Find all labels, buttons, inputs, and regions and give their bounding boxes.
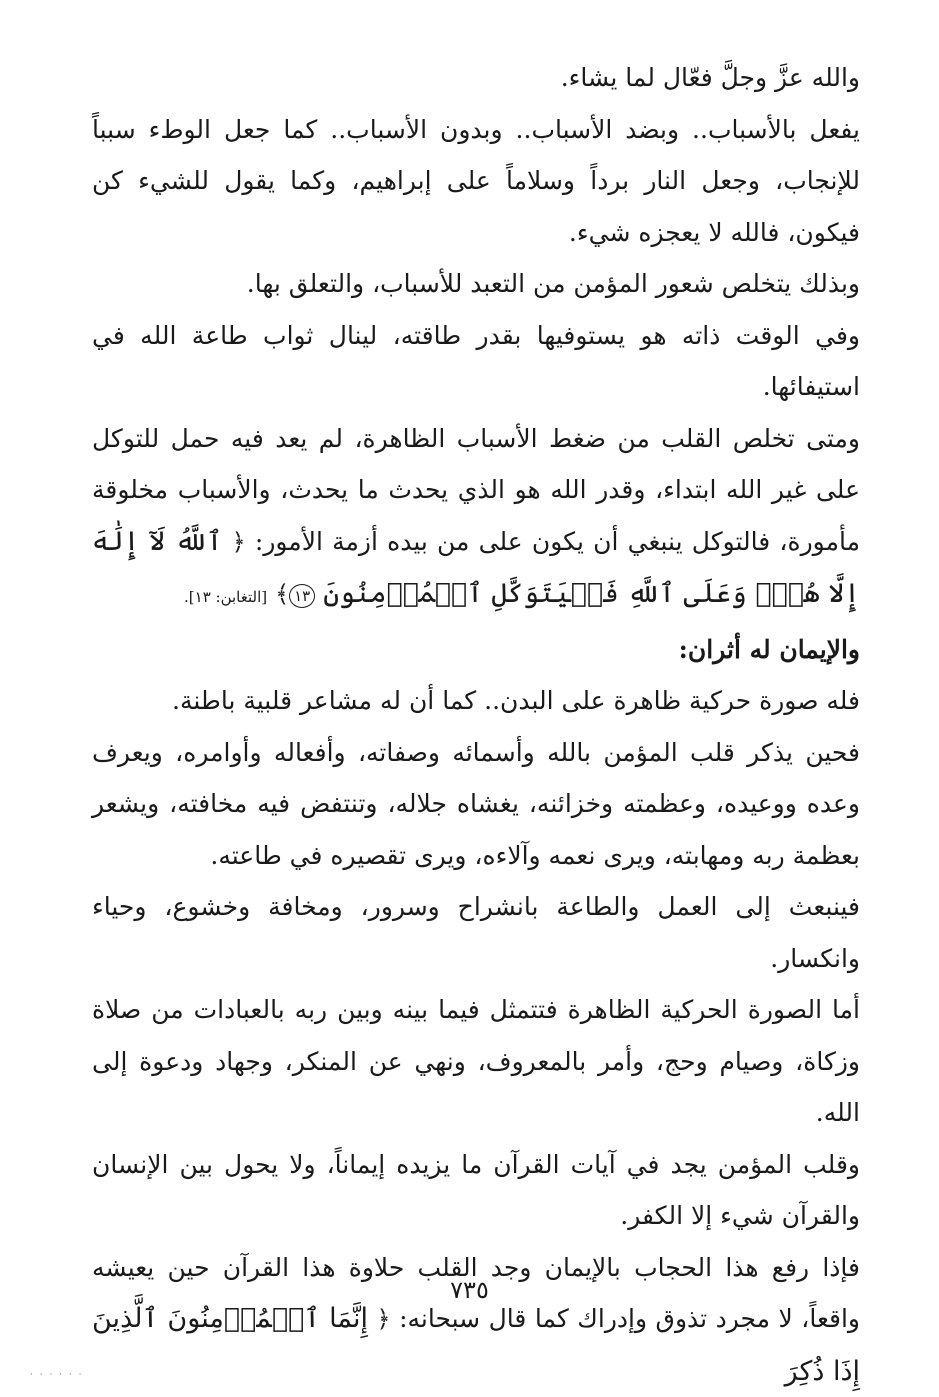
paragraph: والله عزَّ وجلَّ فعّال لما يشاء. bbox=[92, 52, 860, 104]
paragraph: وقلب المؤمن يجد في آيات القرآن ما يزيده إيماناً، ولا يحول بين الإنسان والقرآن شيء إلا الكفر. bbox=[92, 1139, 860, 1242]
quran-verse: ٱللَّهُ لَآ إِلَٰهَ إِلَّا هُوَۚ وَعَلَى ٱللَّهِ فَلۡيَتَوَكَّلِ ٱلۡمُؤۡمِنُونَ bbox=[92, 526, 860, 610]
paragraph-text: فإذا رفع هذا الحجاب بالإيمان وجد القلب حلاوة هذا القرآن حين يعيشه واقعاً، لا مجرد تذوق وإدراك كما قال سبحانه: bbox=[92, 1253, 860, 1334]
quran-reference: [التغابن: ١٣]. bbox=[184, 588, 267, 606]
paragraph: فله صورة حركية ظاهرة على البدن.. كما أن له مشاعر قلبية باطنة. bbox=[92, 675, 860, 727]
page-body bbox=[92, 52, 860, 1397]
paragraph: يفعل بالأسباب.. وبضد الأسباب.. وبدون الأسباب.. كما جعل الوطء سبباً للإنجاب، وجعل النار برداً وسلاماً على إبراهيم، وكما يقول للشيء كن فيكون، فالله لا يعجزه شيء. bbox=[92, 104, 860, 259]
quran-close-bracket: ﴾ bbox=[275, 580, 289, 608]
paragraph: وبذلك يتخلص شعور المؤمن من التعبد للأسباب، والتعلق بها. bbox=[92, 258, 860, 310]
quran-verse: إِنَّمَا ٱلۡمُؤۡمِنُونَ ٱلَّذِينَ إِذَا ذُكِرَ bbox=[92, 1303, 860, 1387]
verse-number-marker: ١٣ bbox=[289, 584, 315, 608]
paragraph-text: ومتى تخلص القلب من ضغط الأسباب الظاهرة، لم يعد فيه حمل للتوكل على غير الله ابتداء، وقدر الله هو الذي يحدث ما يحدث، والأسباب مخلوقة مأمورة، فالتوكل ينبغي أن يكون على من بيده أزمة الأمور: bbox=[92, 424, 860, 556]
page-number: ٧٣٥ bbox=[0, 1276, 939, 1304]
paragraph-with-quran-quote bbox=[92, 1242, 860, 1397]
scan-speck-marks: · · · · · · bbox=[30, 1370, 83, 1380]
section-heading: والإيمان له أثران: bbox=[92, 624, 860, 676]
paragraph: فينبعث إلى العمل والطاعة بانشراح وسرور، ومخافة وخشوع، وحياء وانكسار. bbox=[92, 881, 860, 984]
paragraph: وفي الوقت ذاته هو يستوفيها بقدر طاقته، لينال ثواب طاعة الله في استيفائها. bbox=[92, 310, 860, 413]
paragraph: أما الصورة الحركية الظاهرة فتتمثل فيما بينه وبين ربه بالعبادات من صلاة وزكاة، وصيام وحج، وأمر بالمعروف، ونهي عن المنكر، وجهاد ودعوة إلى الله. bbox=[92, 984, 860, 1139]
paragraph: فحين يذكر قلب المؤمن بالله وأسمائه وصفاته، وأفعاله وأوامره، ويعرف وعده ووعيده، وعظمته وخزائنه، يغشاه جلاله، وتنتفض فيه مخافته، ويشعر بعظمة ربه ومهابته، ويرى نعمه وآلاءه، ويرى تقصيره في طاعته. bbox=[92, 727, 860, 882]
quran-open-bracket: ﴿ bbox=[232, 528, 246, 556]
quran-open-bracket: ﴿ bbox=[377, 1305, 391, 1333]
paragraph-with-quran-quote bbox=[92, 413, 860, 624]
